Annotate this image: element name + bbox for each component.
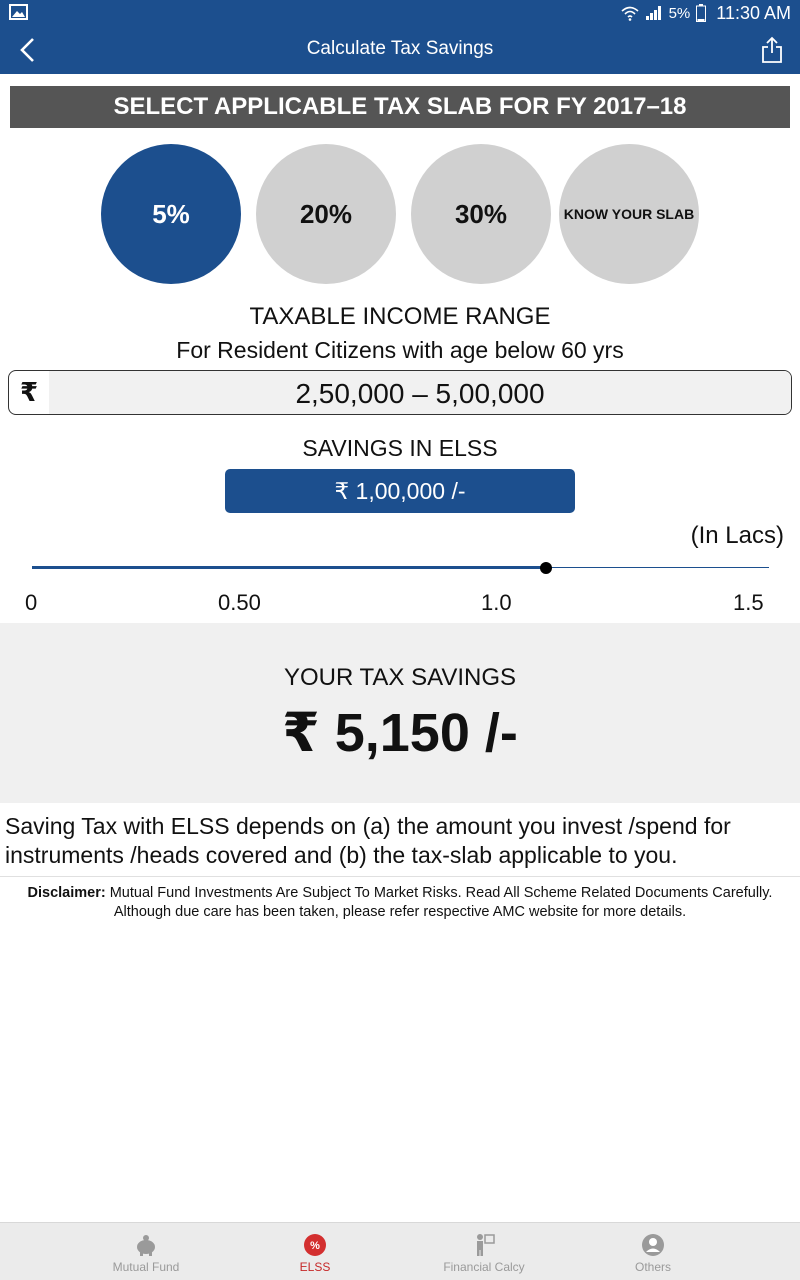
unit-label: (In Lacs)	[690, 522, 784, 549]
tax-slab-heading: SELECT APPLICABLE TAX SLAB FOR FY 2017–18	[10, 86, 790, 128]
disclaimer-label: Disclaimer:	[27, 885, 106, 901]
slider-thumb[interactable]	[540, 562, 552, 574]
savings-amount-display: ₹ 1,00,000 /-	[225, 469, 575, 513]
slider-tick-10: 1.0	[481, 590, 512, 615]
app-bar	[0, 26, 800, 74]
disclaimer	[20, 884, 780, 922]
battery-icon	[696, 4, 706, 22]
divider	[0, 876, 800, 877]
tax-savings-label: YOUR TAX SAVINGS	[283, 664, 517, 691]
slider-tick-0: 0	[25, 590, 38, 615]
slab-option-20[interactable]: 20%	[256, 144, 396, 284]
savings-title: SAVINGS IN ELSS	[302, 435, 498, 461]
slab-option-30[interactable]: 30%	[411, 144, 551, 284]
bottom-navigation	[0, 1222, 800, 1280]
status-bar	[0, 0, 800, 26]
tax-savings-panel	[0, 623, 800, 803]
nav-label-mutual-fund: Mutual Fund	[112, 1260, 180, 1274]
share-icon[interactable]	[760, 36, 784, 64]
user-circle-icon	[641, 1233, 665, 1257]
income-range-field	[8, 370, 792, 415]
rupee-icon: ₹	[19, 377, 39, 407]
slider-fill	[32, 566, 546, 569]
info-text: Saving Tax with ELSS depends on (a) the amount you invest /spend for instruments /heads covered and (b) the tax-slab applicable to you.	[5, 813, 731, 868]
tax-savings-value: ₹ 5,150 /-	[282, 703, 518, 763]
calculator-person-icon	[472, 1233, 496, 1257]
gallery-icon	[9, 4, 28, 20]
slab-option-5[interactable]: 5%	[101, 144, 241, 284]
income-range-title: TAXABLE INCOME RANGE	[249, 303, 551, 330]
nav-item-others[interactable]	[553, 1223, 753, 1280]
income-range-subtitle: For Resident Citizens with age below 60 yrs	[176, 337, 624, 363]
slider-tick-050: 0.50	[218, 590, 261, 615]
svg-text:%: %	[310, 1240, 320, 1252]
signal-icon	[645, 5, 663, 21]
income-range-value: 2,50,000 – 5,00,000	[49, 371, 791, 414]
slider-tick-15: 1.5	[733, 590, 764, 615]
savings-slider[interactable]	[32, 559, 769, 577]
page-title: Calculate Tax Savings	[306, 38, 494, 59]
percent-badge-icon	[303, 1233, 327, 1257]
battery-percent: 5%	[668, 4, 691, 22]
nav-label-elss: ELSS	[299, 1260, 331, 1274]
tax-slab-options	[0, 144, 800, 284]
piggy-bank-icon	[134, 1233, 158, 1257]
disclaimer-text: Mutual Fund Investments Are Subject To Market Risks. Read All Scheme Related Documents Carefully. Although due care has been taken, please refer respective AMC website for more details.	[105, 885, 773, 920]
status-icons	[621, 2, 791, 24]
nav-label-financial-calcy: Financial Calcy	[443, 1260, 525, 1274]
wifi-icon	[621, 5, 639, 21]
nav-label-others: Others	[634, 1260, 671, 1274]
know-your-slab-button[interactable]: KNOW YOUR SLAB	[559, 144, 699, 284]
clock: 11:30 AM	[716, 2, 791, 23]
